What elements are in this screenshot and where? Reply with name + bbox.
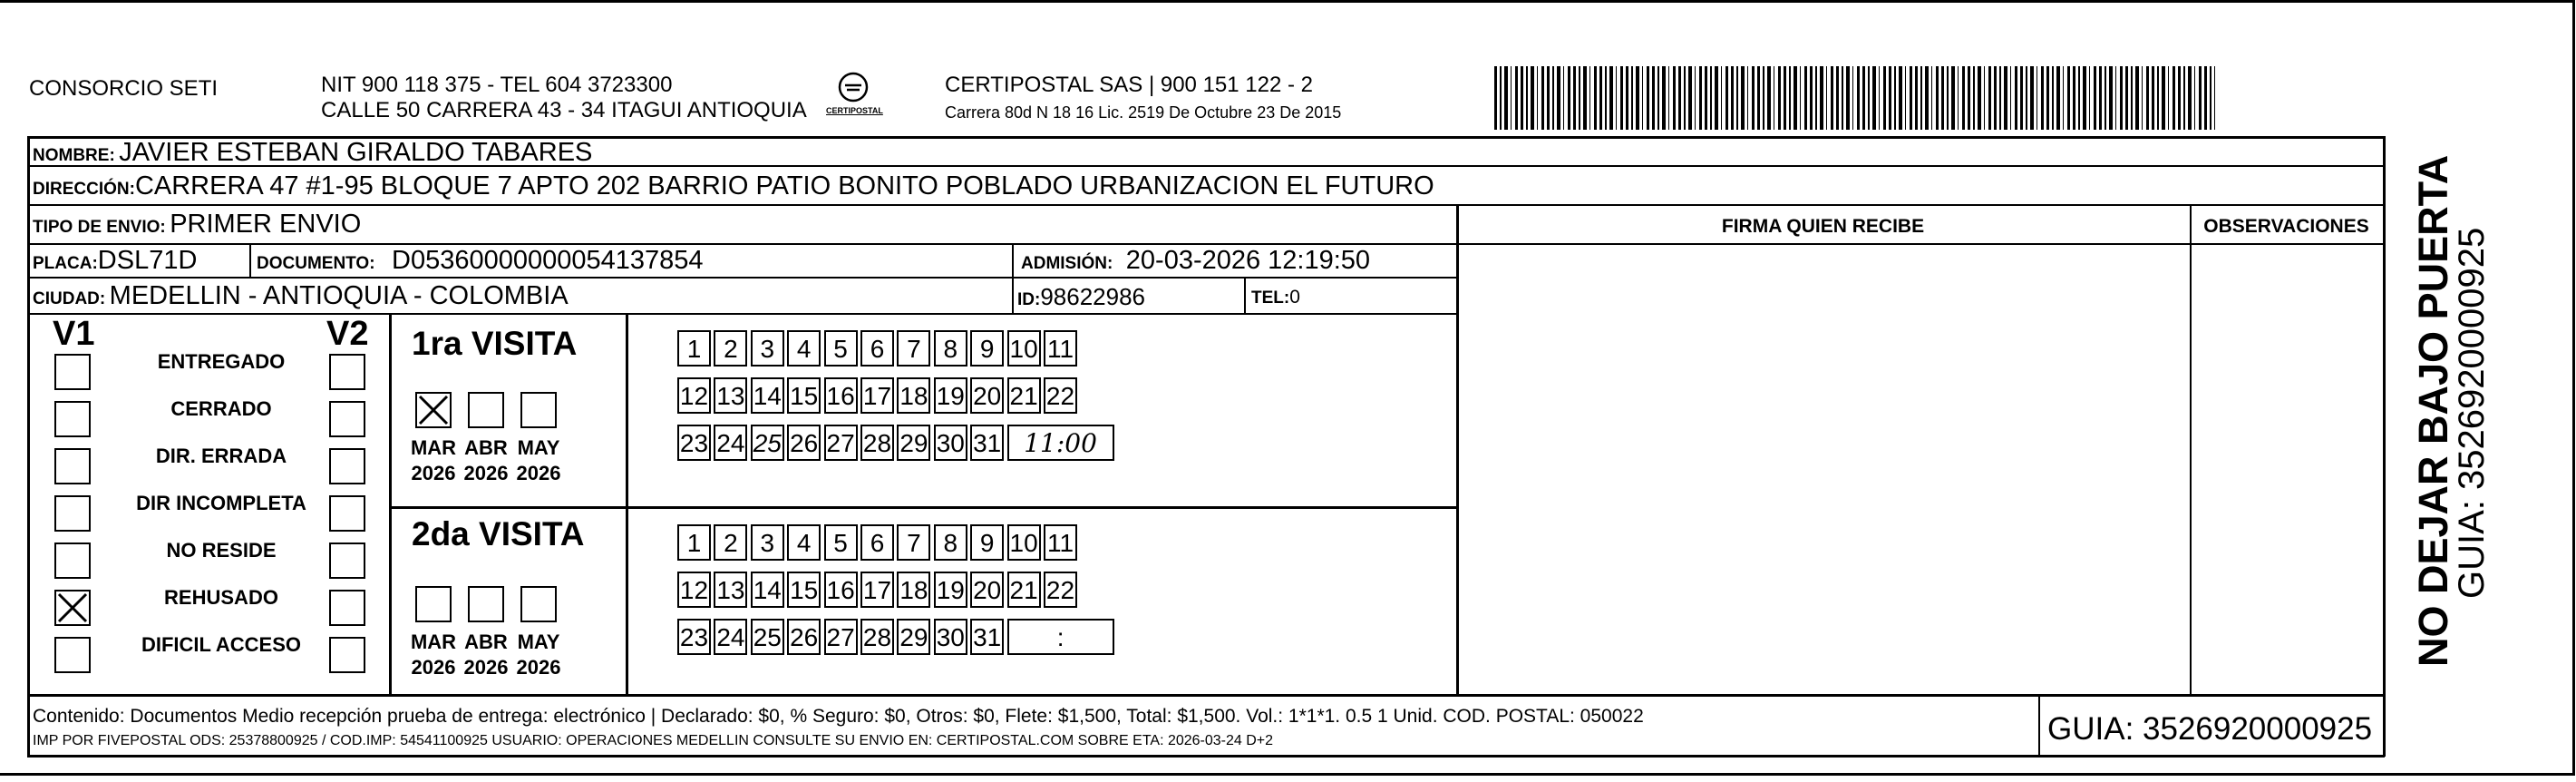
first-visit-day-23[interactable]: 23 — [677, 425, 711, 461]
nombre-label: NOMBRE: — [33, 146, 115, 165]
direccion-value: CARRERA 47 #1-95 BLOQUE 7 APTO 202 BARRIO PATIO BONITO POBLADO URBANIZACION EL FUTURO — [134, 171, 1434, 200]
tel-label: TEL: — [1251, 288, 1290, 308]
first-visit-day-21[interactable]: 21 — [1007, 377, 1041, 414]
second-visit-day-27[interactable]: 27 — [824, 619, 858, 655]
first-visit-month-label: ABR 2026 — [463, 436, 509, 484]
second-visit-day-1[interactable]: 1 — [677, 524, 711, 561]
first-visit-day-24[interactable]: 24 — [714, 425, 747, 461]
second-visit-day-2[interactable]: 2 — [714, 524, 747, 561]
nit-line: NIT 900 118 375 - TEL 604 3723300 — [321, 73, 673, 97]
second-visit-day-13[interactable]: 13 — [714, 572, 747, 608]
id-row — [1017, 285, 1145, 308]
second-visit-month-label: MAY 2026 — [516, 630, 561, 679]
placa-row — [33, 248, 197, 274]
tel-row — [1251, 288, 1300, 307]
no-dejar-bajo-puerta: NO DEJAR BAJO PUERTA — [2410, 154, 2456, 667]
v2-label: V2 — [326, 315, 369, 353]
placa-value: DSL71D — [97, 246, 198, 275]
first-visit-day-4[interactable]: 4 — [787, 330, 821, 367]
barcode — [1494, 66, 2215, 130]
second-visit-month-label: ABR 2026 — [463, 630, 509, 679]
ciudad-label: CIUDAD: — [33, 289, 106, 308]
direccion-label: DIRECCIÓN: — [33, 180, 135, 199]
second-visit-day-18[interactable]: 18 — [897, 572, 930, 608]
second-visit-day-29[interactable]: 29 — [897, 619, 930, 655]
second-visit-day-10[interactable]: 10 — [1007, 524, 1041, 561]
v1-checkbox-5[interactable] — [54, 543, 91, 579]
first-visit-month-label: MAR 2026 — [410, 436, 457, 484]
first-visit-day-8[interactable]: 8 — [934, 330, 967, 367]
second-visit-day-6[interactable]: 6 — [860, 524, 894, 561]
ciudad-row — [33, 283, 569, 309]
v1-checkbox-3[interactable] — [54, 448, 91, 484]
first-visit-day-30[interactable]: 30 — [934, 425, 967, 461]
second-visit-time-box[interactable]: : — [1007, 619, 1114, 655]
admision-row — [1021, 248, 1370, 274]
first-visit-day-22[interactable]: 22 — [1044, 377, 1077, 414]
first-visit-month-checkbox-abr[interactable] — [468, 392, 504, 428]
ciudad-value: MEDELLIN - ANTIOQUIA - COLOMBIA — [109, 281, 569, 310]
first-visit-day-27[interactable]: 27 — [824, 425, 858, 461]
v1-checkbox-7[interactable] — [54, 637, 91, 673]
first-visit-day-11[interactable]: 11 — [1044, 330, 1077, 367]
logo-text: CERTIPOSTAL — [826, 106, 883, 115]
placa-label: PLACA: — [33, 254, 98, 273]
guia-box-text: GUIA: 3526920000925 — [2047, 711, 2373, 747]
first-visit-day-25[interactable]: 25 — [751, 425, 784, 461]
status-label: DIFICIL ACCESO — [141, 633, 301, 656]
second-visit-title: 2da VISITA — [412, 515, 585, 552]
first-visit-day-2[interactable]: 2 — [714, 330, 747, 367]
signature-area[interactable] — [1459, 245, 2190, 694]
second-visit-day-5[interactable]: 5 — [824, 524, 858, 561]
first-visit-day-3[interactable]: 3 — [751, 330, 784, 367]
second-visit-month-checkbox-may[interactable] — [520, 586, 557, 622]
second-visit-day-30[interactable]: 30 — [934, 619, 967, 655]
first-visit-day-1[interactable]: 1 — [677, 330, 711, 367]
observaciones-label: OBSERVACIONES — [2203, 216, 2369, 237]
second-visit-day-28[interactable]: 28 — [860, 619, 894, 655]
firma-label: FIRMA QUIEN RECIBE — [1721, 216, 1925, 237]
address-line: CALLE 50 CARRERA 43 - 34 ITAGUI ANTIOQUIA — [321, 98, 807, 122]
v1-label: V1 — [53, 315, 95, 353]
first-visit-month-checkbox-may[interactable] — [520, 392, 557, 428]
first-visit-day-15[interactable]: 15 — [787, 377, 821, 414]
second-visit-day-3[interactable]: 3 — [751, 524, 784, 561]
direccion-row — [33, 173, 1434, 200]
second-visit-day-31[interactable]: 31 — [970, 619, 1004, 655]
second-visit-day-26[interactable]: 26 — [787, 619, 821, 655]
first-visit-day-13[interactable]: 13 — [714, 377, 747, 414]
second-visit-day-4[interactable]: 4 — [787, 524, 821, 561]
v1-checkbox-6[interactable] — [54, 590, 91, 626]
first-visit-day-19[interactable]: 19 — [934, 377, 967, 414]
certipostal-logo-icon — [837, 71, 870, 103]
contenido-line: Contenido: Documentos Medio recepción prueba de entrega: electrónico | Declarado: $0, % Seguro: $0, Otros: $0, Flete: $1,500, Total: $1,500. Vol.: 1*1*1. 0.5 1 Unid. COD. POSTAL: 050022 — [33, 706, 1644, 727]
second-visit-day-14[interactable]: 14 — [751, 572, 784, 608]
status-label: DIR. ERRADA — [155, 445, 287, 467]
first-visit-day-9[interactable]: 9 — [970, 330, 1004, 367]
first-visit-month-checkbox-mar[interactable] — [415, 392, 452, 428]
v1-checkbox-4[interactable] — [54, 495, 91, 532]
second-visit-day-9[interactable]: 9 — [970, 524, 1004, 561]
admision-value: 20-03-2026 12:19:50 — [1125, 246, 1371, 275]
first-visit-month-label: MAY 2026 — [516, 436, 561, 484]
second-visit-month-checkbox-abr[interactable] — [468, 586, 504, 622]
nombre-row — [33, 140, 592, 166]
documento-row — [257, 248, 704, 274]
first-visit-day-16[interactable]: 16 — [824, 377, 858, 414]
first-visit-day-31[interactable]: 31 — [970, 425, 1004, 461]
second-visit-day-7[interactable]: 7 — [897, 524, 930, 561]
first-visit-time-box[interactable]: 11:00 — [1007, 425, 1114, 461]
tel-value: 0 — [1289, 287, 1300, 308]
second-visit-day-23[interactable]: 23 — [677, 619, 711, 655]
admision-label: ADMISIÓN: — [1021, 254, 1113, 273]
first-visit-day-20[interactable]: 20 — [970, 377, 1004, 414]
tipo-envio-row — [33, 211, 361, 238]
second-visit-day-20[interactable]: 20 — [970, 572, 1004, 608]
license-line: Carrera 80d N 18 16 Lic. 2519 De Octubre 23 De 2015 — [945, 103, 1342, 122]
documento-value: D05360000000054137854 — [392, 246, 704, 275]
observations-area[interactable] — [2192, 245, 2383, 694]
second-visit-day-12[interactable]: 12 — [677, 572, 711, 608]
first-visit-day-7[interactable]: 7 — [897, 330, 930, 367]
tipo-envio-label: TIPO DE ENVIO: — [33, 218, 166, 237]
second-visit-day-15[interactable]: 15 — [787, 572, 821, 608]
second-visit-day-17[interactable]: 17 — [860, 572, 894, 608]
nombre-value: JAVIER ESTEBAN GIRALDO TABARES — [119, 138, 593, 167]
status-label: ENTREGADO — [157, 350, 286, 373]
first-visit-day-10[interactable]: 10 — [1007, 330, 1041, 367]
documento-label: DOCUMENTO: — [257, 254, 375, 273]
first-visit-title: 1ra VISITA — [412, 325, 578, 362]
first-visit-day-17[interactable]: 17 — [860, 377, 894, 414]
second-visit-day-16[interactable]: 16 — [824, 572, 858, 608]
v1-checkbox-2[interactable] — [54, 401, 91, 437]
second-visit-month-checkbox-mar[interactable] — [415, 586, 452, 622]
v1-checkbox-1[interactable] — [54, 354, 91, 390]
id-value: 98622986 — [1040, 283, 1146, 310]
second-visit-month-label: MAR 2026 — [410, 630, 457, 679]
imp-line: IMP POR FIVEPOSTAL ODS: 25378800925 / COD.IMP: 54541100925 USUARIO: OPERACIONES MEDELLIN CONSULTE SU ENVIO EN: CERTIPOSTAL.COM SOBRE ETA: 2026-03-24 D+2 — [33, 733, 1274, 748]
status-label: REHUSADO — [164, 586, 278, 609]
first-visit-day-14[interactable]: 14 — [751, 377, 784, 414]
certipostal-line: CERTIPOSTAL SAS | 900 151 122 - 2 — [945, 73, 1313, 97]
id-label: ID: — [1017, 290, 1041, 309]
status-label: NO RESIDE — [166, 539, 277, 562]
second-visit-day-8[interactable]: 8 — [934, 524, 967, 561]
first-visit-day-28[interactable]: 28 — [860, 425, 894, 461]
second-visit-day-24[interactable]: 24 — [714, 619, 747, 655]
first-visit-day-12[interactable]: 12 — [677, 377, 711, 414]
tipo-envio-value: PRIMER ENVIO — [170, 210, 362, 239]
first-visit-day-5[interactable]: 5 — [824, 330, 858, 367]
second-visit-day-25[interactable]: 25 — [751, 619, 784, 655]
status-label: DIR INCOMPLETA — [136, 492, 306, 514]
second-visit-day-11[interactable]: 11 — [1044, 524, 1077, 561]
second-visit-day-19[interactable]: 19 — [934, 572, 967, 608]
first-visit-day-29[interactable]: 29 — [897, 425, 930, 461]
side-guia: GUIA: 3526920000925 — [2452, 227, 2492, 599]
status-label: CERRADO — [170, 397, 272, 420]
company-name: CONSORCIO SETI — [29, 76, 219, 101]
first-visit-day-18[interactable]: 18 — [897, 377, 930, 414]
second-visit-day-21[interactable]: 21 — [1007, 572, 1041, 608]
first-visit-day-6[interactable]: 6 — [860, 330, 894, 367]
first-visit-day-26[interactable]: 26 — [787, 425, 821, 461]
second-visit-day-22[interactable]: 22 — [1044, 572, 1077, 608]
